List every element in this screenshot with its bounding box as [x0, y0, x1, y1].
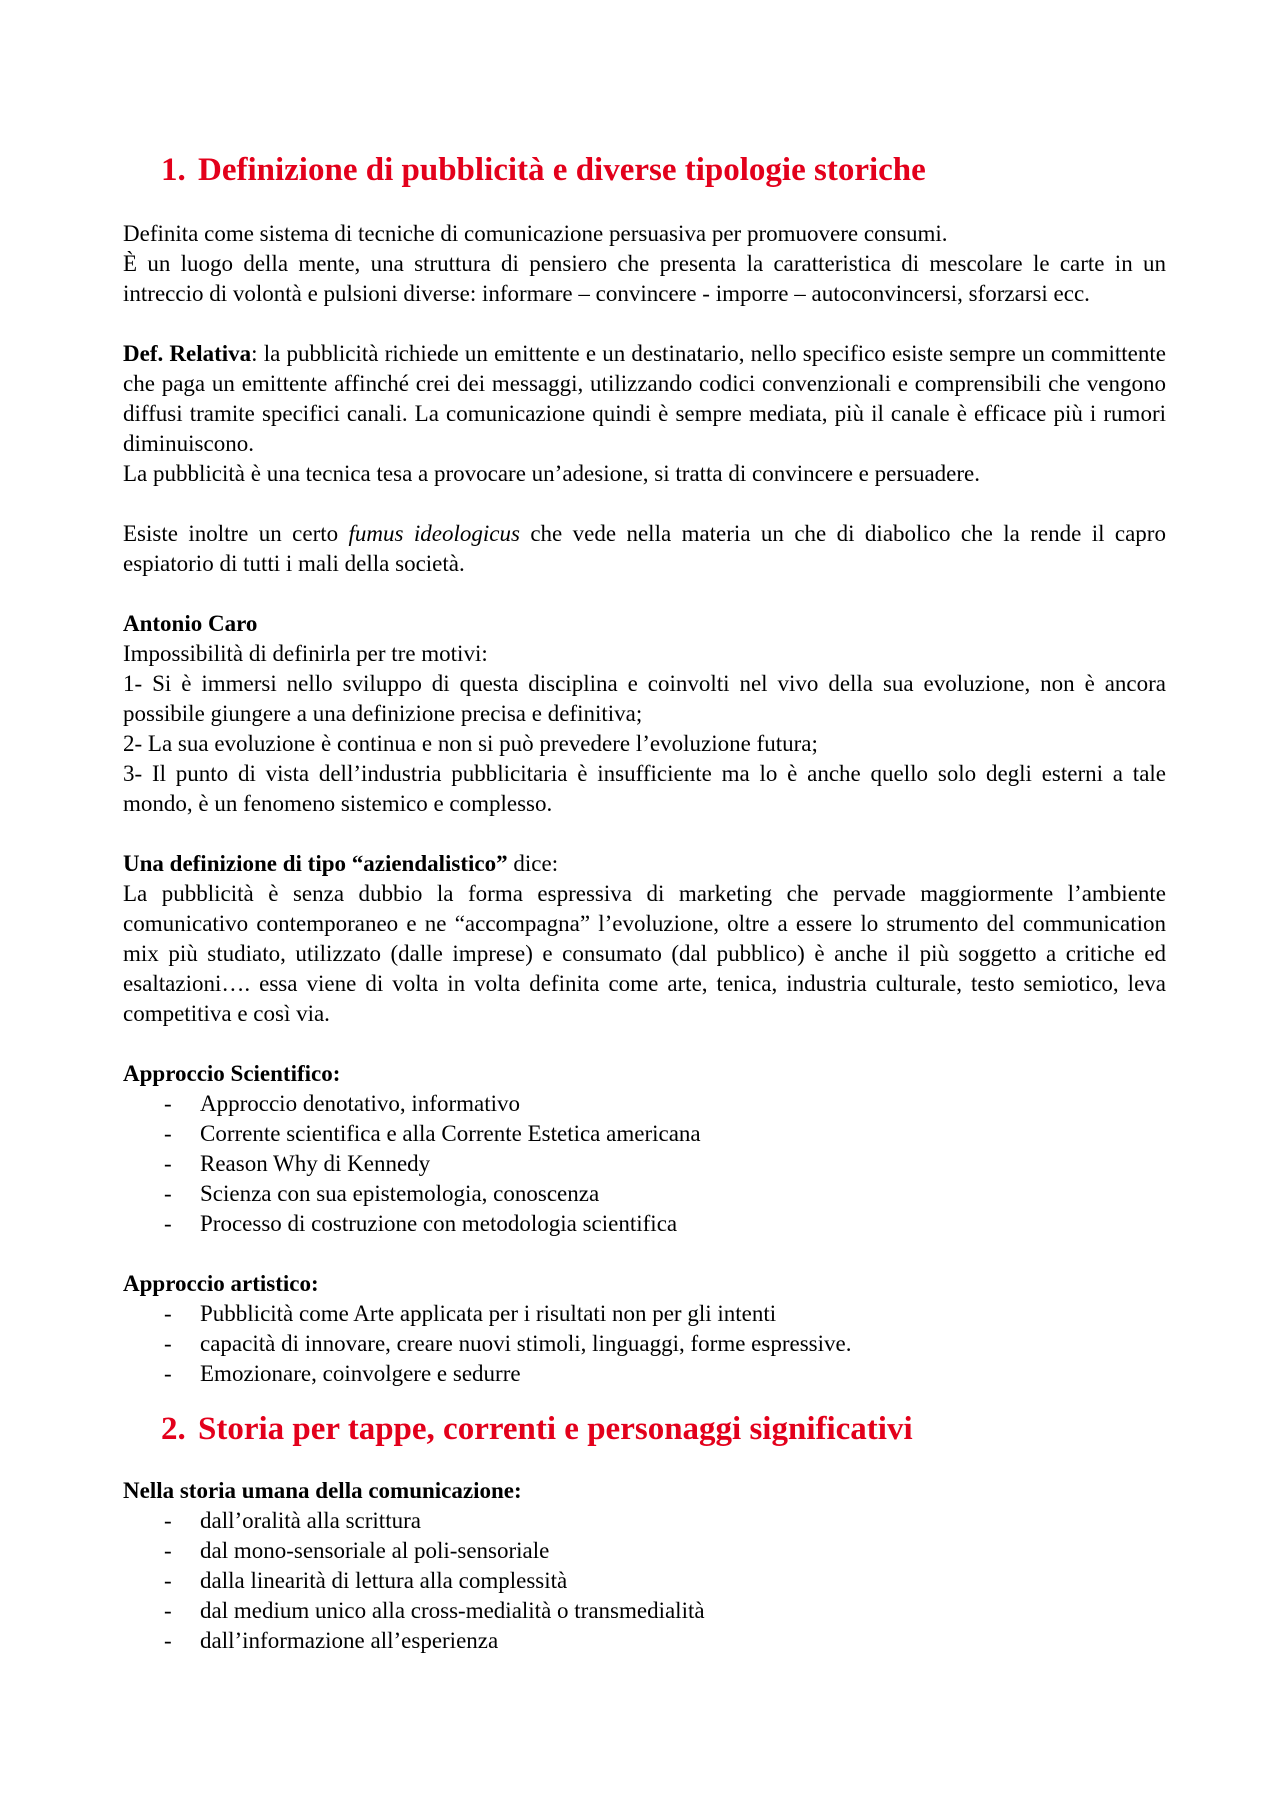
list-item: - Corrente scientifica e alla Corrente Estetica americana	[123, 1119, 1166, 1149]
def-relativa-paragraph	[123, 339, 1166, 459]
list-item: - Approccio denotativo, informativo	[123, 1089, 1166, 1119]
bullet-dash: -	[164, 1211, 172, 1236]
list-item: - Pubblicità come Arte applicata per i risultati non per gli intenti	[123, 1299, 1166, 1329]
bullet-dash: -	[164, 1301, 172, 1326]
artistico-list	[123, 1299, 1166, 1389]
list-item: - Processo di costruzione con metodologia scientifica	[123, 1209, 1166, 1239]
section-2-heading	[123, 1409, 1166, 1449]
list-item: - dall’oralità alla scrittura	[123, 1506, 1166, 1536]
artistico-heading: Approccio artistico:	[123, 1271, 319, 1296]
def-relativa-label: Def. Relativa	[123, 341, 252, 366]
fumus-italic: fumus ideologicus	[348, 521, 520, 546]
caro-line: 2- La sua evoluzione è continua e non si può prevedere l’evoluzione futura;	[123, 731, 818, 756]
list-item: - Scienza con sua epistemologia, conoscenza	[123, 1179, 1166, 1209]
caro-line: Impossibilità di definirla per tre motivi:	[123, 641, 488, 666]
list-item: - Emozionare, coinvolgere e sedurre	[123, 1359, 1166, 1389]
list-item: - dalla linearità di lettura alla complessità	[123, 1566, 1166, 1596]
bullet-dash: -	[164, 1628, 172, 1653]
section-1-title: Definizione di pubblicità e diverse tipologie storiche	[198, 152, 926, 188]
bullet-dash: -	[164, 1121, 172, 1146]
list-item: - dall’informazione all’esperienza	[123, 1626, 1166, 1656]
storia-list	[123, 1506, 1166, 1656]
list-item: - dal mono-sensoriale al poli-sensoriale	[123, 1536, 1166, 1566]
def-relativa-line-2: La pubblicità è una tecnica tesa a provocare un’adesione, si tratta di convincere e persuadere.	[123, 461, 980, 486]
caro-line: 1- Si è immersi nello sviluppo di questa disciplina e coinvolti nel vivo della sua evoluzione, non è ancora possibile giungere a una definizione precisa e definitiva;	[123, 671, 1166, 726]
bullet-dash: -	[164, 1538, 172, 1563]
section-2-title: Storia per tappe, correnti e personaggi significativi	[198, 1411, 913, 1447]
list-item: - capacità di innovare, creare nuovi stimoli, linguaggi, forme espressive.	[123, 1329, 1166, 1359]
document-content	[123, 150, 1166, 1656]
def-relativa-text: : la pubblicità richiede un emittente e un destinatario, nello specifico esiste sempre un committente che paga un emittente affinché crei dei messaggi, utilizzando codici convenzionali e comprensibili che vengono diffusi tramite specifici canali. La comunicazione quindi è sempre mediata, più il canale è efficace più i rumori diminuiscono.	[123, 341, 1166, 456]
section-1-heading	[123, 150, 1166, 190]
list-item: - dal medium unico alla cross-medialità o transmedialità	[123, 1596, 1166, 1626]
caro-line: 3- Il punto di vista dell’industria pubblicitaria è insufficiente ma lo è anche quello solo degli esterni a tale mondo, è un fenomeno sistemico e complesso.	[123, 761, 1166, 816]
fumus-after: che vede nella materia un che di diabolico che la rende il capro espiatorio di tutti i mali della società.	[123, 521, 1166, 576]
fumus-paragraph	[123, 519, 1166, 579]
aziendale-text: La pubblicità è senza dubbio la forma espressiva di marketing che pervade maggiormente l’ambiente comunicativo contemporaneo e ne “accompagna” l’evoluzione, oltre a essere lo strumento del communication mix più studiato, utilizzato (dalle imprese) e consumato (dal pubblico) è anche il più soggetto a critiche ed esaltazioni…. essa viene di volta in volta definita come arte, tenica, industria culturale, testo semiotico, leva competitiva e così via.	[123, 881, 1166, 1026]
bullet-dash: -	[164, 1568, 172, 1593]
aziendale-after: dice:	[507, 851, 559, 876]
aziendale-heading-line	[123, 849, 1166, 879]
scientifico-heading: Approccio Scientifico:	[123, 1061, 341, 1086]
storia-heading: Nella storia umana della comunicazione:	[123, 1478, 522, 1503]
aziendale-heading: Una definizione di tipo “aziendalistico”	[123, 851, 508, 876]
section-1-number: 1.	[161, 152, 186, 188]
fumus-before: Esiste inoltre un certo	[123, 521, 349, 546]
intro-line-2: È un luogo della mente, una struttura di pensiero che presenta la caratteristica di mescolare le carte in un intreccio di volontà e pulsioni diverse: informare – convincere - imporre – autoconvincersi, sforzarsi ecc.	[123, 251, 1166, 306]
list-item: - Reason Why di Kennedy	[123, 1149, 1166, 1179]
bullet-dash: -	[164, 1508, 172, 1533]
bullet-dash: -	[164, 1598, 172, 1623]
bullet-dash: -	[164, 1361, 172, 1386]
caro-heading: Antonio Caro	[123, 611, 258, 636]
bullet-dash: -	[164, 1181, 172, 1206]
section-2-number: 2.	[161, 1411, 186, 1447]
bullet-dash: -	[164, 1151, 172, 1176]
scientifico-list	[123, 1089, 1166, 1239]
bullet-dash: -	[164, 1331, 172, 1356]
intro-line-1: Definita come sistema di tecniche di comunicazione persuasiva per promuovere consumi.	[123, 221, 948, 246]
bullet-dash: -	[164, 1091, 172, 1116]
